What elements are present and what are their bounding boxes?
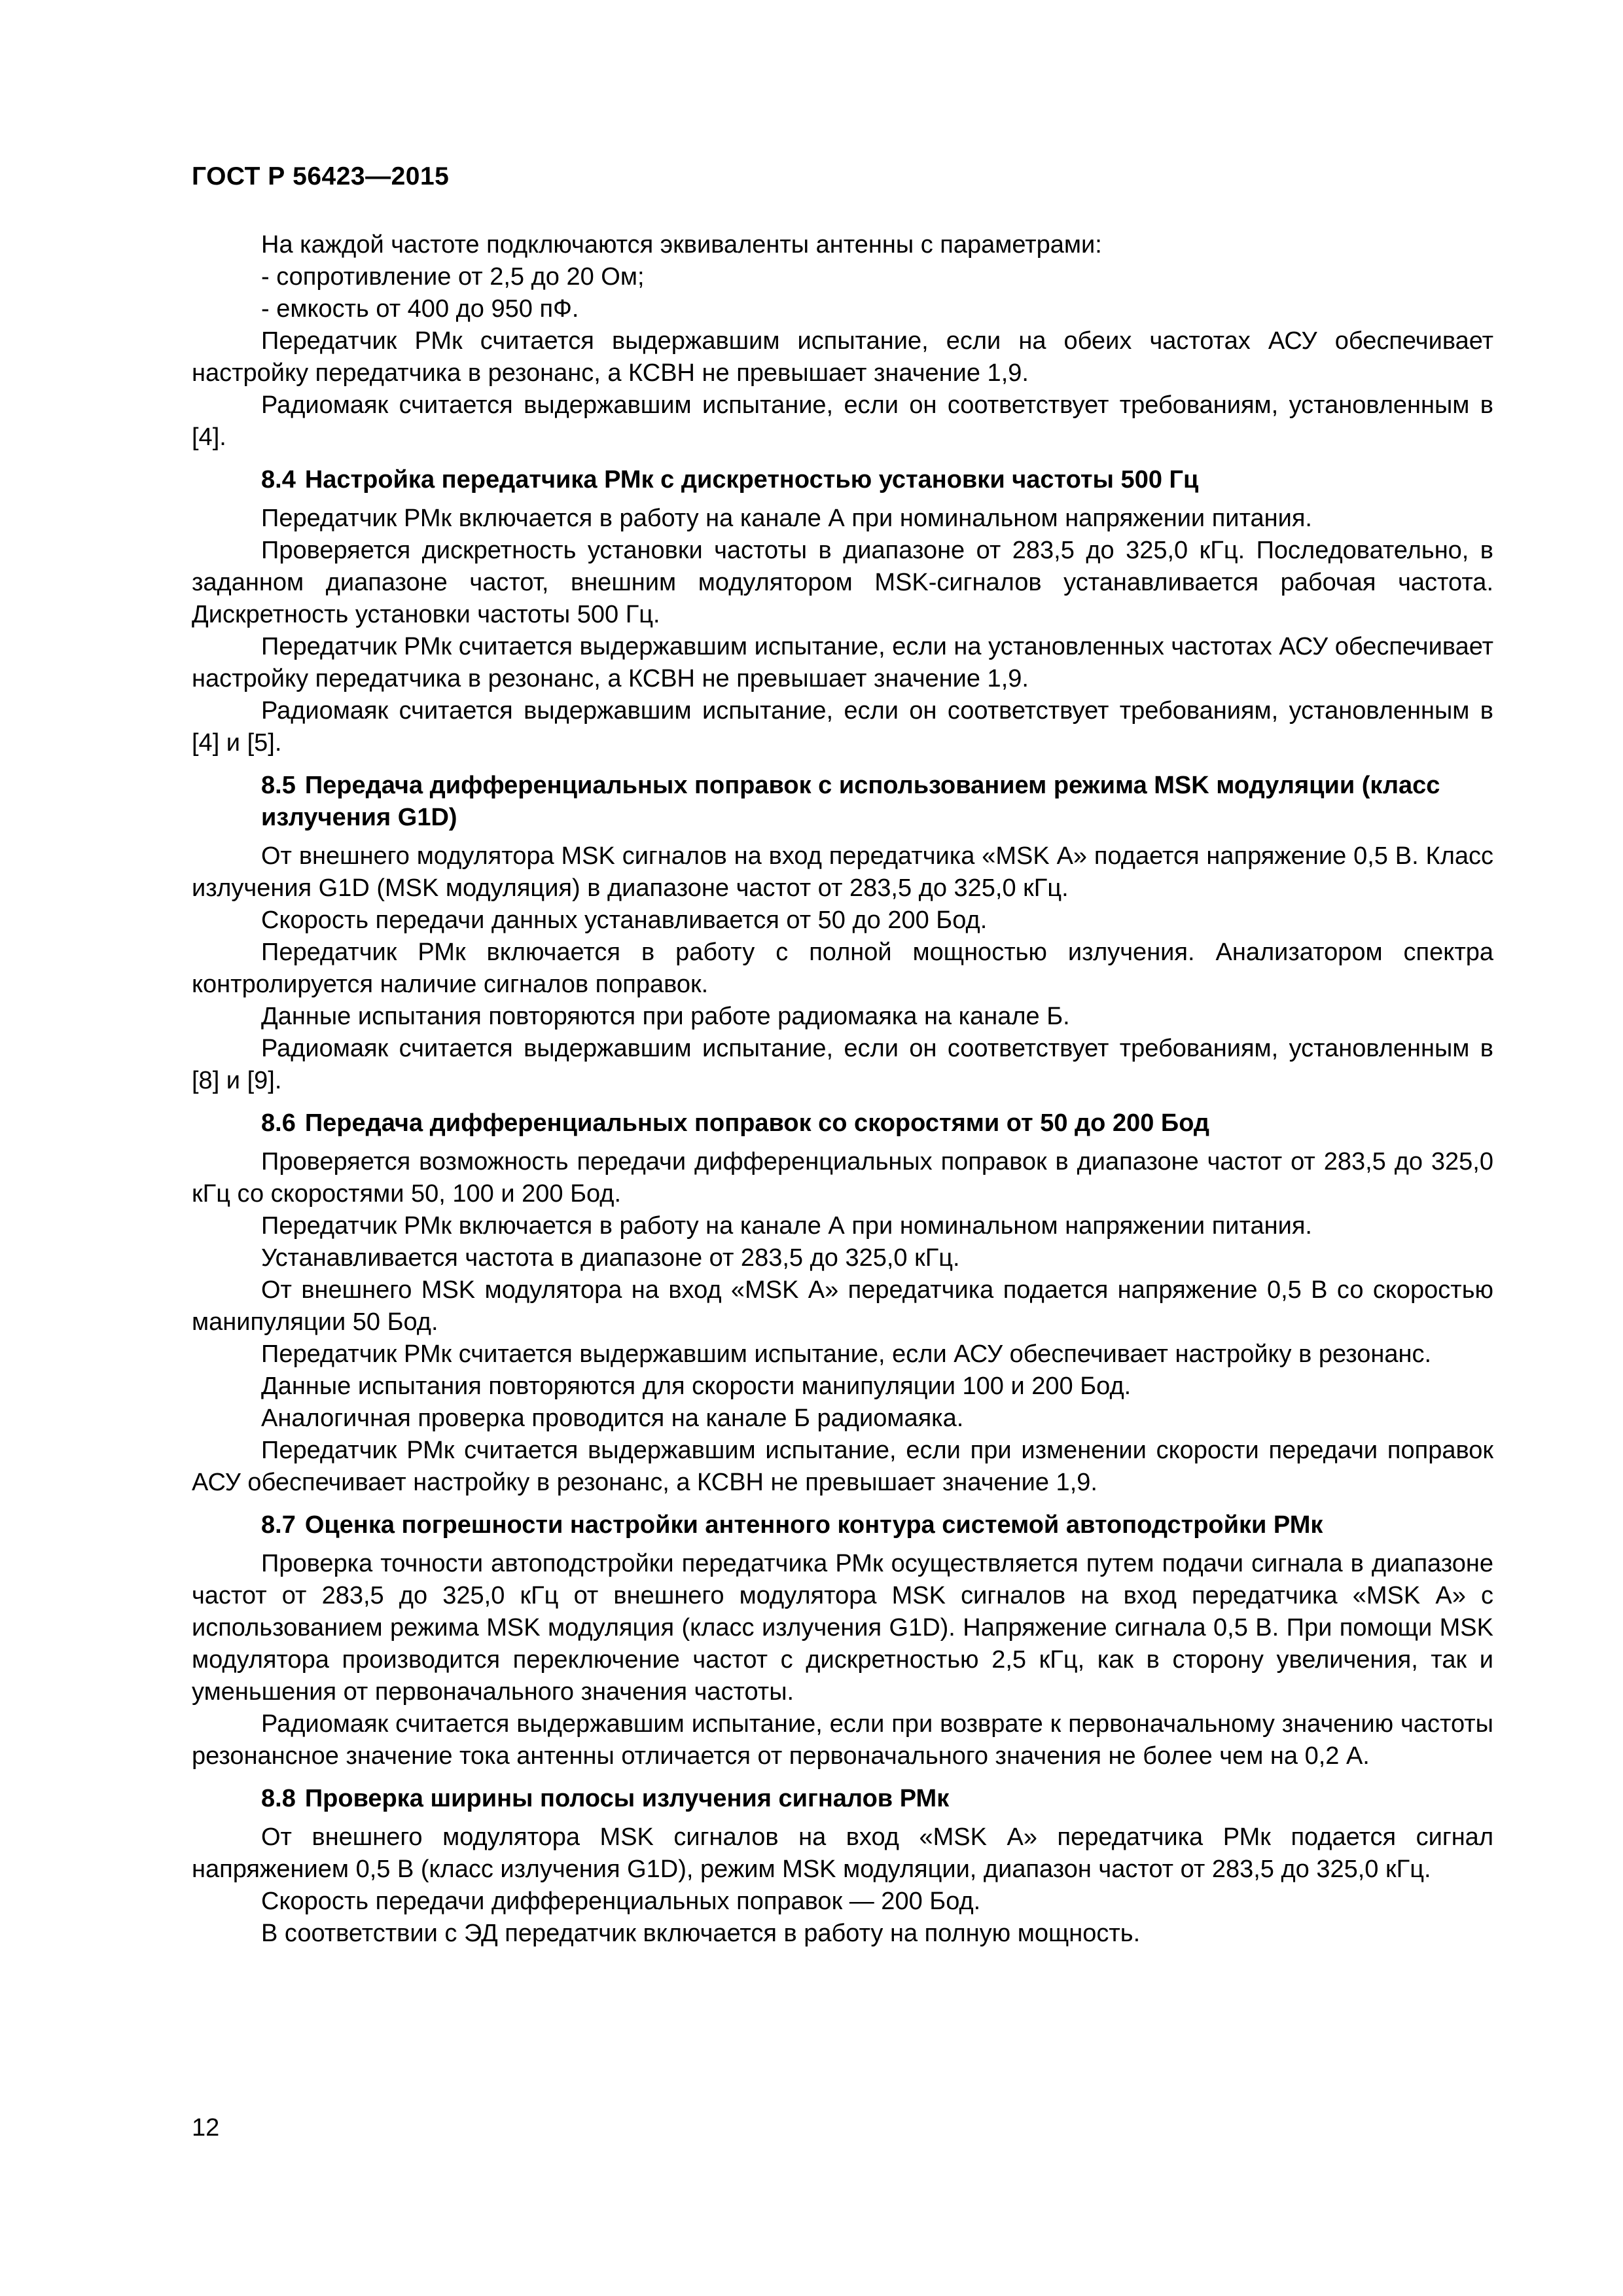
list-item: - сопротивление от 2,5 до 20 Ом; (261, 263, 645, 291)
standard-code-header: ГОСТ Р 56423—2015 (192, 162, 450, 190)
body-paragraph: Передатчик РМк считается выдержавшим испытание, если на обеих частотах АСУ обеспечивает настройку передатчика в резонанс, а КСВН не превышает значение 1,9. (192, 327, 1493, 387)
section-number: 8.8 (261, 1785, 296, 1812)
body-paragraph: От внешнего MSK модулятора на вход «MSK А» передатчика подается напряжение 0,5 В со скоростью манипуляции 50 Бод. (192, 1276, 1493, 1336)
body-paragraph: Проверяется возможность передачи дифференциальных поправок в диапазоне частот от 283,5 до 325,0 кГц со скоростями 50, 100 и 200 Бод. (192, 1148, 1493, 1208)
section-title: Передача дифференциальных поправок с использованием режима MSK модуляции (класс излучения G1D) (261, 772, 1440, 831)
document-body (192, 229, 1493, 1950)
body-paragraph: Передатчик РМк считается выдержавшим испытание, если АСУ обеспечивает настройку в резонанс. (261, 1340, 1432, 1368)
body-paragraph: Устанавливается частота в диапазоне от 283,5 до 325,0 кГц. (261, 1244, 960, 1272)
section-number: 8.7 (261, 1511, 296, 1539)
body-paragraph: Радиомаяк считается выдержавшим испытание, если при возврате к первоначальному значению частоты резонансное значение тока антенны отличается от первоначального значения не более чем на 0,2 А. (192, 1710, 1493, 1770)
section-heading-8-6 (192, 1107, 1493, 1139)
page-number: 12 (192, 2114, 220, 2142)
section-number: 8.5 (261, 772, 296, 799)
body-paragraph: Передатчик РМк считается выдержавшим испытание, если на установленных частотах АСУ обеспечивает настройку передатчика в резонанс, а КСВН не превышает значение 1,9. (192, 633, 1493, 692)
body-paragraph: От внешнего модулятора MSK сигналов на вход передатчика «MSK А» подается напряжение 0,5 В. Класс излучения G1D (MSK модуляция) в диапазоне частот от 283,5 до 325,0 кГц. (192, 842, 1493, 902)
section-heading-8-8 (192, 1783, 1493, 1815)
section-title: Настройка передатчика РМк с дискретностью установки частоты 500 Гц (304, 466, 1199, 493)
section-heading-8-4 (192, 464, 1493, 496)
body-paragraph: Аналогичная проверка проводится на канале Б радиомаяка. (261, 1405, 964, 1432)
body-paragraph: Передатчик РМк считается выдержавшим испытание, если при изменении скорости передачи поправок АСУ обеспечивает настройку в резонанс, а КСВН не превышает значение 1,9. (192, 1437, 1493, 1496)
section-number: 8.6 (261, 1109, 296, 1137)
body-paragraph: Проверка точности автоподстройки передатчика РМк осуществляется путем подачи сигнала в диапазоне частот от 283,5 до 325,0 кГц от внешнего модулятора MSK сигналов на вход передатчика «MSK А» с использованием режима MSK модуляция (класс излучения G1D). Напряжение сигнала 0,5 В. При помощи MSK модулятора производится переключение частот с дискретностью 2,5 кГц, как в сторону увеличения, так и уменьшения от первоначального значения частоты. (192, 1550, 1493, 1706)
intro-paragraph: На каждой частоте подключаются эквиваленты антенны с параметрами: (261, 231, 1102, 259)
body-paragraph: Радиомаяк считается выдержавшим испытание, если он соответствует требованиям, установленным в [4] и [5]. (192, 697, 1493, 757)
body-paragraph: Радиомаяк считается выдержавшим испытание, если он соответствует требованиям, установленным в [4]. (192, 391, 1493, 451)
body-paragraph: В соответствии с ЭД передатчик включается в работу на полную мощность. (261, 1920, 1141, 1947)
body-paragraph: Данные испытания повторяются для скорости манипуляции 100 и 200 Бод. (261, 1372, 1132, 1400)
body-paragraph: Передатчик РМк включается в работу на канале А при номинальном напряжении питания. (261, 1212, 1312, 1240)
section-title: Передача дифференциальных поправок со скоростями от 50 до 200 Бод (304, 1109, 1210, 1137)
section-title: Оценка погрешности настройки антенного контура системой автоподстройки РМк (304, 1511, 1323, 1539)
section-number: 8.4 (261, 466, 296, 493)
body-paragraph: Радиомаяк считается выдержавшим испытание, если он соответствует требованиям, установленным в [8] и [9]. (192, 1035, 1493, 1094)
body-paragraph: Передатчик РМк включается в работу на канале А при номинальном напряжении питания. (261, 505, 1312, 532)
body-paragraph: Скорость передачи дифференциальных поправок — 200 Бод. (261, 1888, 981, 1915)
section-heading-8-7 (192, 1509, 1493, 1541)
body-paragraph: От внешнего модулятора MSK сигналов на вход «MSK А» передатчика РМк подается сигнал напряжением 0,5 В (класс излучения G1D), режим MSK модуляции, диапазон частот от 283,5 до 325,0 кГц. (192, 1823, 1493, 1883)
section-title: Проверка ширины полосы излучения сигналов РМк (304, 1785, 950, 1812)
list-item: - емкость от 400 до 950 пФ. (261, 295, 579, 323)
body-paragraph: Данные испытания повторяются при работе радиомаяка на канале Б. (261, 1003, 1070, 1030)
body-paragraph: Проверяется дискретность установки частоты в диапазоне от 283,5 до 325,0 кГц. Последовательно, в заданном диапазоне частот, внешним модулятором MSK-сигналов устанавливается рабочая частота. Дискретность установки частоты 500 Гц. (192, 537, 1493, 628)
body-paragraph: Скорость передачи данных устанавливается от 50 до 200 Бод. (261, 906, 988, 934)
body-paragraph: Передатчик РМк включается в работу с полной мощностью излучения. Анализатором спектра контролируется наличие сигналов поправок. (192, 939, 1493, 998)
section-heading-8-5 (192, 770, 1493, 834)
